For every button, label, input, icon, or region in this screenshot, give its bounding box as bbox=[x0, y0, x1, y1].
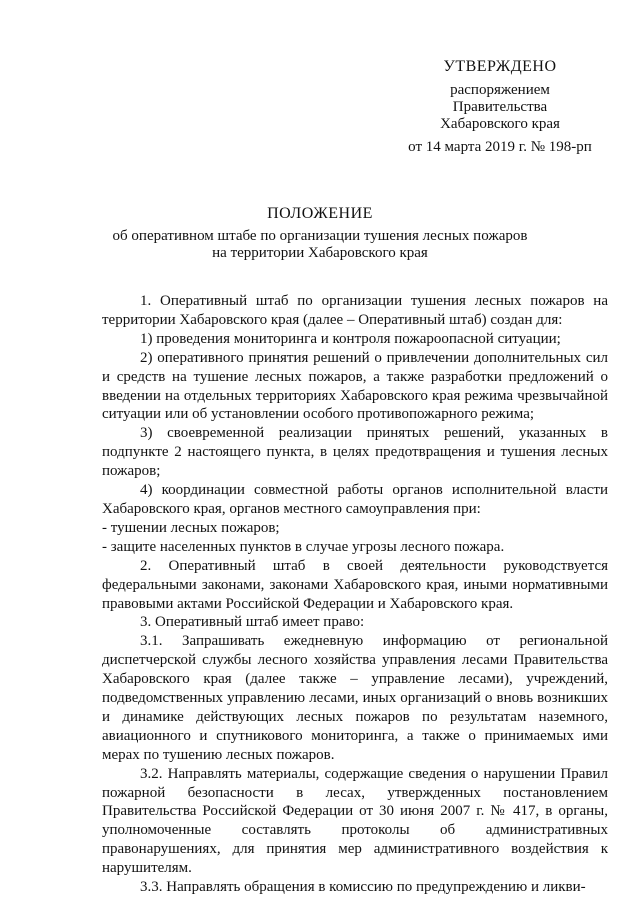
paragraph: 1. Оперативный штаб по организации тушения лесных пожаров на территории Хабаровского края (далее – Оперативный штаб) создан для: bbox=[102, 293, 608, 328]
paragraph: 3. Оперативный штаб имеет право: bbox=[140, 614, 365, 631]
approval-date: от 14 марта 2019 г. № 198-рп bbox=[408, 139, 592, 155]
paragraph: 3) своевременной реализации принятых решений, указанных в подпункте 2 настоящего пункта, в целях предотвращения и тушения лесных пожаров; bbox=[102, 425, 608, 480]
subtitle-line: на территории Хабаровского края bbox=[212, 245, 428, 261]
approval-block bbox=[400, 58, 600, 156]
paragraph: - тушении лесных пожаров; bbox=[102, 519, 280, 536]
subtitle-line: об оперативном штабе по организации тушения лесных пожаров bbox=[112, 228, 528, 244]
approval-line: Хабаровского края bbox=[440, 116, 560, 132]
paragraph: 3.3. Направлять обращения в комиссию по предупреждению и ликви- bbox=[140, 879, 586, 896]
document-title: ПОЛОЖЕНИЕ bbox=[267, 205, 373, 222]
paragraph: 2. Оперативный штаб в своей деятельности руководствуется федеральными законами, законами Хабаровского края, иными нормативными правовыми актами Российской Федерации и Хабаровского края. bbox=[102, 557, 608, 612]
paragraph: 3.1. Запрашивать ежедневную информацию от региональной диспетчерской службы лесного хозяйства управления лесами Правительства Хабаровского края (далее также – управление лесами), учреждений, подведомственных управлению лесами, иных организаций о вновь возникших и динамике действующих лесных пожаров по результатам наземного, авиационного и спутникового мониторинга, а также о принимаемых ими мерах по тушению лесных пожаров. bbox=[102, 633, 608, 763]
paragraph: 4) координации совместной работы органов исполнительной власти Хабаровского края, органов местного самоуправления при: bbox=[102, 482, 608, 517]
paragraph: 1) проведения мониторинга и контроля пожароопасной ситуации; bbox=[140, 330, 561, 347]
document-body bbox=[102, 292, 608, 897]
paragraph: - защите населенных пунктов в случае угрозы лесного пожара. bbox=[102, 538, 505, 555]
approval-heading: УТВЕРЖДЕНО bbox=[443, 58, 557, 75]
approval-line: Правительства bbox=[452, 99, 548, 115]
document-subtitle bbox=[100, 228, 540, 262]
paragraph: 3.2. Направлять материалы, содержащие сведения о нарушении Правил пожарной безопасности в лесах, утвержденных постановлением Правительства Российской Федерации от 30 июня 2007 г. № 417, в органы, уполномоченные составлять протоколы об административных правонарушениях, для принятия мер административного воздействия к нарушителям. bbox=[102, 765, 608, 877]
paragraph: 2) оперативного принятия решений о привлечении дополнительных сил и средств на тушение лесных пожаров, а также разработки предложений о введении на отдельных территориях Хабаровского края режима чрезвычайной ситуации или об установлении особого противопожарного режима; bbox=[102, 349, 608, 423]
approval-line: распоряжением bbox=[450, 82, 550, 98]
